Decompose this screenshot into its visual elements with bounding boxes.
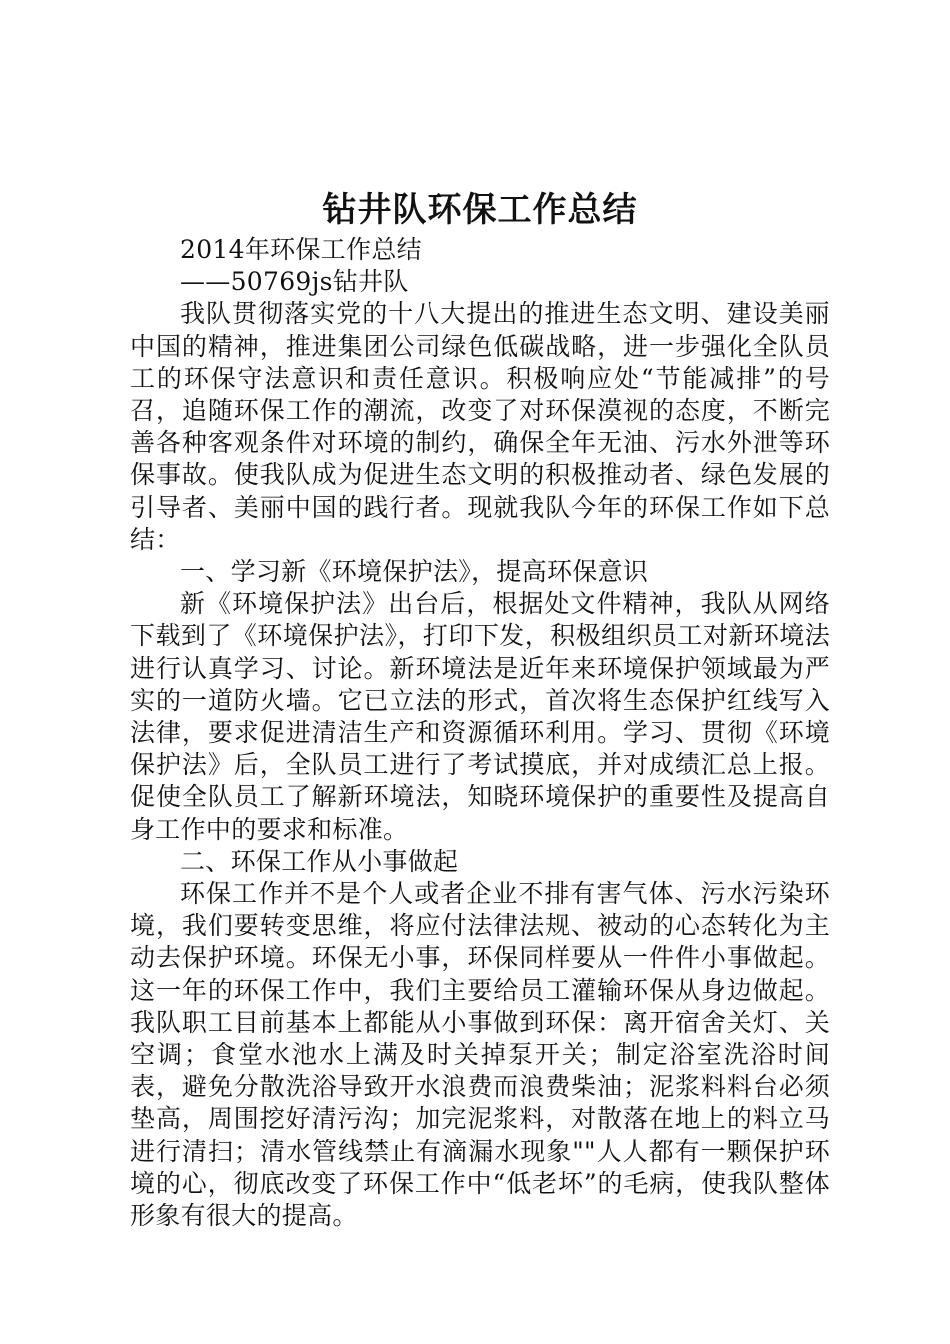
section1-paragraph: 新《环境保护法》出台后，根据处文件精神，我队从网络下载到了《环境保护法》，打印下发，积极组织员工对新环境法进行认真学习、讨论。新环境法是近年来环境保护领域最为严实的一道防火墙。它已立法的形式，首次将生态保护红线写入法律，要求促进清洁生产和资源循环利用。学习、贯彻《环境保护法》后，全队员工进行了考试摸底，并对成绩汇总上报。促使全队员工了解新环境法，知晓环境保护的重要性及提高自身工作中的要求和标准。 bbox=[130, 589, 830, 844]
section2-paragraph: 环保工作并不是个人或者企业不排有害气体、污水污染环境，我们要转变思维，将应付法律法规、被动的心态转化为主动去保护环境。环保无小事，环保同样要从一件件小事做起。这一年的环保工作中，我们主要给员工灌输环保从身边做起。我队职工目前基本上都能从小事做到环保：离开宿舍关灯、关空调；食堂水池水上满及时关掉泵开关；制定浴室洗浴时间表，避免分散洗浴导致开水浪费而浪费柴油；泥浆料料台必须垫高，周围挖好清污沟；加完泥浆料，对散落在地上的料立马进行清扫；清水管线禁止有滴漏水现象""人人都有一颗保护环境的心，彻底改变了环保工作中“低老坏”的毛病，使我队整体形象有很大的提高。 bbox=[130, 879, 830, 1231]
subtitle-unit: ——50769js钻井队 bbox=[180, 267, 409, 297]
subtitle-year: 2014年环保工作总结 bbox=[180, 235, 422, 264]
section1-heading: 一、学习新《环境保护法》，提高环保意识 bbox=[180, 557, 649, 587]
section2-heading: 二、环保工作从小事做起 bbox=[180, 846, 459, 876]
intro-paragraph: 我队贯彻落实党的十八大提出的推进生态文明、建设美丽中国的精神，推进集团公司绿色低碳战略，进一步强化全队员工的环保守法意识和责任意识。积极响应处“节能减排”的号召，追随环保工作的潮流，改变了对环保漠视的态度，不断完善各种客观条件对环境的制约，确保全年无油、污水外泄等环保事故。使我队成为促进生态文明的积极推动者、绿色发展的引导者、美丽中国的践行者。现就我队今年的环保工作如下总结： bbox=[130, 299, 830, 554]
document-page bbox=[130, 188, 830, 1232]
document-title: 钻井队环保工作总结 bbox=[322, 190, 638, 230]
